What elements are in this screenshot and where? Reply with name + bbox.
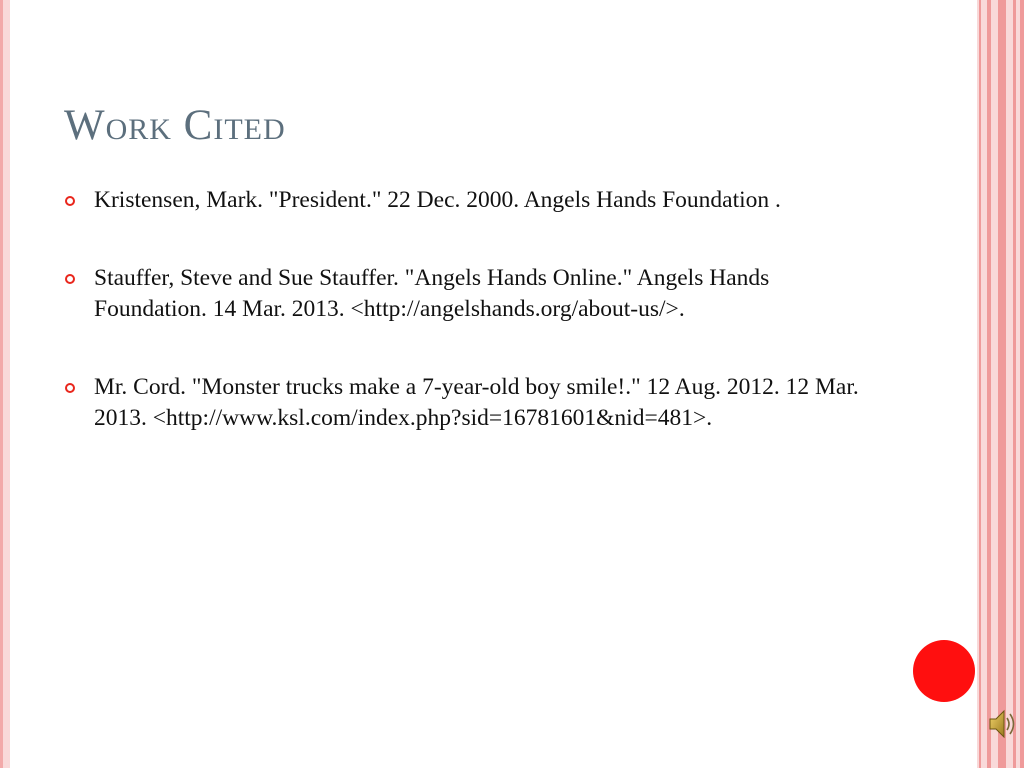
reference-text: Kristensen, Mark. "President." 22 Dec. 2000. Angels Hands Foundation . <box>94 187 781 213</box>
reference-list <box>64 185 874 434</box>
red-dot-icon[interactable] <box>913 640 975 702</box>
frame-stripe-right-4 <box>1013 0 1016 768</box>
speaker-icon[interactable] <box>988 706 1018 742</box>
circle-bullet-icon <box>65 383 75 393</box>
slide-title: Work Cited <box>64 102 286 149</box>
reference-text: Mr. Cord. "Monster trucks make a 7-year-old boy smile!." 12 Aug. 2012. 12 Mar. 2013. <http://www.ksl.com/index.php?sid=16781601&nid=481>. <box>94 374 859 431</box>
slide <box>10 0 977 768</box>
reference-text: Stauffer, Steve and Sue Stauffer. "Angels Hands Online." Angels Hands Foundation. 14 Mar. 2013. <http://angelshands.org/about-us/>. <box>94 265 770 322</box>
circle-bullet-icon <box>65 274 75 284</box>
frame-stripe-right-1 <box>979 0 981 768</box>
reference-item <box>64 185 874 216</box>
reference-item <box>64 263 874 325</box>
frame-stripe-right-2 <box>987 0 991 768</box>
reference-item <box>64 372 874 434</box>
frame-stripe-right-3 <box>998 0 1006 768</box>
frame-stripe-right-5 <box>1020 0 1024 768</box>
circle-bullet-icon <box>65 196 75 206</box>
frame-stripe-left <box>0 0 3 768</box>
